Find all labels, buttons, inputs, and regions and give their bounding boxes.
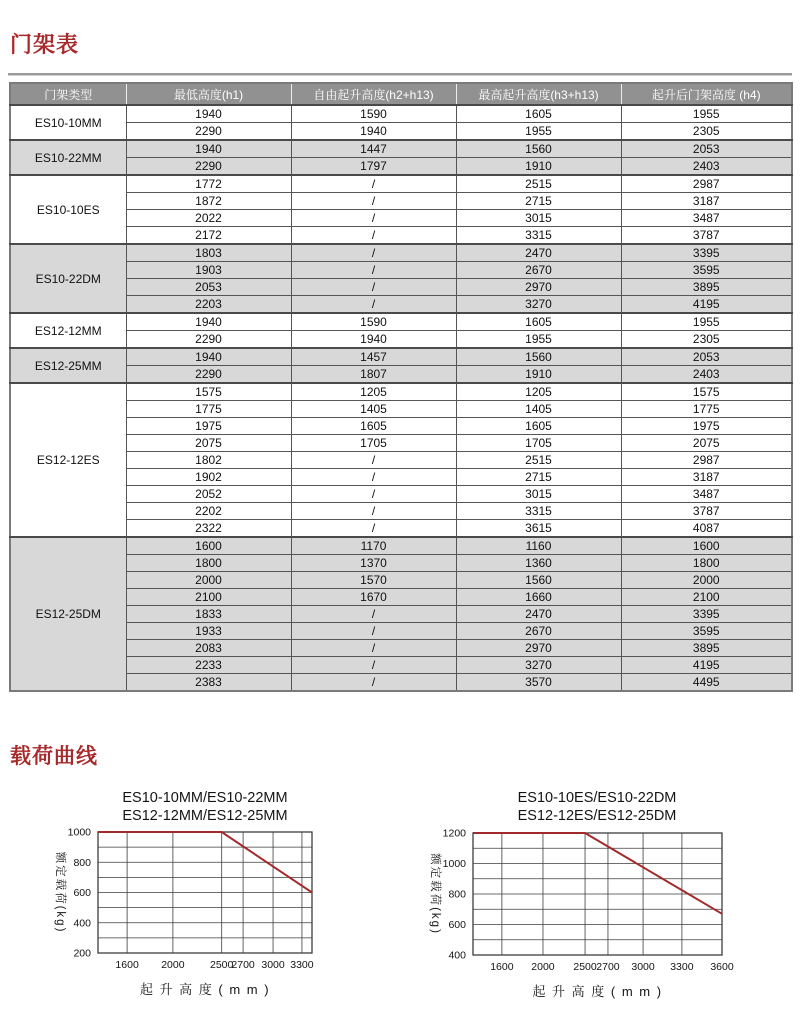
table-cell: /: [291, 193, 456, 210]
x-tick-label: 2000: [161, 959, 185, 971]
table-cell: 1705: [291, 435, 456, 452]
table-cell: 1670: [291, 589, 456, 606]
table-row: [10, 555, 792, 572]
table-cell: 1803: [126, 244, 291, 262]
table-cell: 3787: [621, 227, 792, 245]
table-cell: 1807: [291, 366, 456, 384]
model-group-ES12-12ES: [10, 383, 792, 537]
table-row: [10, 383, 792, 401]
table-cell: 4195: [621, 657, 792, 674]
table-cell: 2075: [126, 435, 291, 452]
table-cell: 1910: [456, 158, 621, 176]
table-cell: 1955: [456, 123, 621, 141]
table-cell: 2383: [126, 674, 291, 692]
table-cell: /: [291, 452, 456, 469]
table-cell: 3015: [456, 210, 621, 227]
table-cell: /: [291, 279, 456, 296]
table-cell: 1590: [291, 313, 456, 331]
table-row: [10, 210, 792, 227]
table-cell: 2322: [126, 520, 291, 538]
table-cell: 1457: [291, 348, 456, 366]
table-row: [10, 158, 792, 176]
table-row: [10, 486, 792, 503]
table-cell: 2203: [126, 296, 291, 314]
table-cell: 1405: [291, 401, 456, 418]
table-cell: 1902: [126, 469, 291, 486]
table-cell: 2970: [456, 640, 621, 657]
model-cell: ES10-22MM: [10, 140, 126, 175]
table-row: [10, 435, 792, 452]
table-cell: 3270: [456, 657, 621, 674]
table-cell: 1933: [126, 623, 291, 640]
table-cell: 1590: [291, 105, 456, 123]
table-cell: 1600: [621, 537, 792, 555]
y-tick-label: 1000: [442, 858, 466, 870]
table-cell: 1940: [291, 331, 456, 349]
table-cell: 2670: [456, 262, 621, 279]
x-tick-label: 2500: [210, 959, 234, 971]
x-tick-label: 3600: [710, 961, 734, 973]
table-cell: 1772: [126, 175, 291, 193]
table-cell: 1560: [456, 348, 621, 366]
table-cell: /: [291, 469, 456, 486]
table-cell: 1910: [456, 366, 621, 384]
y-tick-label: 800: [448, 888, 466, 901]
x-tick-label: 3000: [631, 961, 655, 973]
table-cell: /: [291, 262, 456, 279]
chart-title-line: ES10-10ES/ES10-22DM: [517, 790, 677, 806]
table-row: [10, 401, 792, 418]
table-row: [10, 452, 792, 469]
mast-table-title: 门架表: [10, 32, 80, 57]
table-row: [10, 606, 792, 623]
table-row: [10, 175, 792, 193]
table-cell: 1833: [126, 606, 291, 623]
model-group-ES10-22MM: [10, 140, 792, 175]
table-row: [10, 348, 792, 366]
column-header-1: 最低高度(h1): [126, 83, 291, 105]
table-cell: 3270: [456, 296, 621, 314]
table-cell: 2172: [126, 227, 291, 245]
table-cell: 1575: [126, 383, 291, 401]
model-group-ES12-12MM: [10, 313, 792, 348]
table-cell: 2233: [126, 657, 291, 674]
table-cell: 1605: [291, 418, 456, 435]
table-row: [10, 279, 792, 296]
table-cell: 1160: [456, 537, 621, 555]
y-tick-label: 1000: [67, 826, 91, 839]
table-row: [10, 572, 792, 589]
table-cell: 1975: [621, 418, 792, 435]
table-cell: 1955: [621, 313, 792, 331]
table-cell: /: [291, 657, 456, 674]
table-cell: 2670: [456, 623, 621, 640]
table-cell: 2470: [456, 244, 621, 262]
table-cell: /: [291, 606, 456, 623]
mast-table: [9, 82, 793, 692]
column-header-0: 门架类型: [10, 83, 126, 105]
model-group-ES10-10ES: [10, 175, 792, 244]
table-cell: 1605: [456, 313, 621, 331]
table-row: [10, 623, 792, 640]
table-cell: 2000: [126, 572, 291, 589]
table-row: [10, 227, 792, 245]
table-cell: 2000: [621, 572, 792, 589]
load-curve-title: 载荷曲线: [10, 745, 98, 768]
table-row: [10, 674, 792, 692]
table-row: [10, 331, 792, 349]
table-cell: 1575: [621, 383, 792, 401]
table-cell: 2290: [126, 366, 291, 384]
x-tick-label: 2000: [531, 961, 555, 973]
table-cell: 3487: [621, 210, 792, 227]
table-cell: 2290: [126, 331, 291, 349]
table-row: [10, 503, 792, 520]
table-cell: 3895: [621, 279, 792, 296]
table-cell: 1205: [456, 383, 621, 401]
table-cell: /: [291, 503, 456, 520]
table-cell: /: [291, 296, 456, 314]
table-cell: 1560: [456, 572, 621, 589]
table-cell: 1903: [126, 262, 291, 279]
table-cell: 3395: [621, 606, 792, 623]
table-cell: 2515: [456, 452, 621, 469]
table-cell: /: [291, 520, 456, 538]
table-cell: 1797: [291, 158, 456, 176]
x-axis-title: 起 升 高 度 ( m m ): [139, 982, 271, 997]
x-tick-label: 3300: [290, 959, 314, 971]
table-cell: 2290: [126, 158, 291, 176]
table-cell: /: [291, 640, 456, 657]
table-row: [10, 418, 792, 435]
table-cell: 2290: [126, 123, 291, 141]
table-cell: 1775: [621, 401, 792, 418]
model-cell: ES10-22DM: [10, 244, 126, 313]
table-row: [10, 657, 792, 674]
table-cell: 1170: [291, 537, 456, 555]
table-cell: 1940: [126, 313, 291, 331]
table-cell: 3595: [621, 262, 792, 279]
y-axis-title: 额定载荷(kg): [54, 851, 66, 934]
table-cell: 1940: [291, 123, 456, 141]
table-row: [10, 366, 792, 384]
table-cell: 3615: [456, 520, 621, 538]
table-cell: 1405: [456, 401, 621, 418]
table-cell: 3787: [621, 503, 792, 520]
table-cell: 2100: [126, 589, 291, 606]
table-cell: 3315: [456, 227, 621, 245]
y-tick-label: 1200: [442, 827, 466, 840]
model-group-ES10-10MM: [10, 105, 792, 140]
table-cell: 1940: [126, 105, 291, 123]
table-cell: 1872: [126, 193, 291, 210]
table-cell: 2403: [621, 158, 792, 176]
table-row: [10, 193, 792, 210]
column-header-3: 最高起升高度(h3+h13): [456, 83, 621, 105]
table-cell: 1940: [126, 348, 291, 366]
table-cell: 3187: [621, 193, 792, 210]
model-cell: ES12-25DM: [10, 537, 126, 691]
table-cell: 3395: [621, 244, 792, 262]
table-cell: 3315: [456, 503, 621, 520]
table-row: [10, 262, 792, 279]
y-axis-title: 额定载荷(kg): [429, 853, 441, 935]
table-cell: /: [291, 623, 456, 640]
y-tick-label: 600: [73, 887, 91, 899]
table-cell: 2470: [456, 606, 621, 623]
table-cell: 1600: [126, 537, 291, 555]
x-tick-label: 2700: [231, 959, 255, 971]
table-cell: 1370: [291, 555, 456, 572]
table-row: [10, 640, 792, 657]
table-cell: 2987: [621, 175, 792, 193]
table-cell: 3595: [621, 623, 792, 640]
table-cell: 2053: [126, 279, 291, 296]
model-cell: ES10-10ES: [10, 175, 126, 244]
mast-table-header: [10, 83, 792, 105]
table-cell: 2022: [126, 210, 291, 227]
table-cell: 1955: [621, 105, 792, 123]
model-group-ES12-25MM: [10, 348, 792, 383]
table-cell: /: [291, 674, 456, 692]
x-tick-label: 2500: [573, 961, 597, 973]
table-row: [10, 469, 792, 486]
table-row: [10, 105, 792, 123]
table-cell: 1205: [291, 383, 456, 401]
x-axis-title: 起 升 高 度 ( m m ): [532, 984, 663, 999]
table-cell: 4195: [621, 296, 792, 314]
table-cell: 2075: [621, 435, 792, 452]
table-cell: 1605: [456, 105, 621, 123]
x-tick-label: 3000: [261, 959, 285, 971]
table-cell: 3570: [456, 674, 621, 692]
table-cell: 2053: [621, 348, 792, 366]
table-cell: 1570: [291, 572, 456, 589]
model-group-ES12-25DM: [10, 537, 792, 691]
column-header-4: 起升后门架高度 (h4): [621, 83, 792, 105]
model-group-ES10-22DM: [10, 244, 792, 313]
table-cell: 2715: [456, 193, 621, 210]
table-cell: 2100: [621, 589, 792, 606]
x-tick-label: 1600: [490, 961, 514, 973]
table-cell: 1955: [456, 331, 621, 349]
table-cell: 1705: [456, 435, 621, 452]
y-tick-label: 600: [448, 919, 466, 931]
chart-title-line: ES12-12MM/ES12-25MM: [122, 808, 288, 824]
table-cell: 1800: [621, 555, 792, 572]
table-cell: /: [291, 210, 456, 227]
table-cell: 4495: [621, 674, 792, 692]
table-cell: 2987: [621, 452, 792, 469]
table-cell: 4087: [621, 520, 792, 538]
table-row: [10, 123, 792, 141]
table-cell: 1447: [291, 140, 456, 158]
x-tick-label: 2700: [596, 961, 620, 973]
table-cell: 1360: [456, 555, 621, 572]
table-row: [10, 537, 792, 555]
y-tick-label: 400: [448, 949, 466, 962]
table-cell: /: [291, 486, 456, 503]
x-tick-label: 3300: [670, 961, 694, 973]
y-tick-label: 400: [73, 917, 91, 930]
table-cell: 2305: [621, 331, 792, 349]
table-cell: 2202: [126, 503, 291, 520]
table-cell: 2515: [456, 175, 621, 193]
model-cell: ES10-10MM: [10, 105, 126, 140]
table-cell: 3487: [621, 486, 792, 503]
table-row: [10, 296, 792, 314]
title-divider: [8, 73, 792, 76]
table-row: [10, 520, 792, 538]
table-row: [10, 313, 792, 331]
table-cell: 2403: [621, 366, 792, 384]
table-cell: /: [291, 227, 456, 245]
y-tick-label: 200: [73, 947, 91, 960]
table-cell: 3895: [621, 640, 792, 657]
table-cell: 2053: [621, 140, 792, 158]
load-curve-svg: [40, 783, 370, 1008]
table-cell: 3187: [621, 469, 792, 486]
rated-load-line: [473, 833, 722, 914]
table-row: [10, 140, 792, 158]
table-cell: 2715: [456, 469, 621, 486]
model-cell: ES12-12ES: [10, 383, 126, 537]
table-cell: 2083: [126, 640, 291, 657]
table-cell: 1940: [126, 140, 291, 158]
table-row: [10, 589, 792, 606]
table-cell: 1660: [456, 589, 621, 606]
load-chart-mm-models: [40, 783, 370, 1013]
table-cell: 1560: [456, 140, 621, 158]
table-cell: 2052: [126, 486, 291, 503]
table-row: [10, 244, 792, 262]
model-cell: ES12-12MM: [10, 313, 126, 348]
load-curve-svg: [415, 783, 770, 1008]
table-cell: 1802: [126, 452, 291, 469]
model-cell: ES12-25MM: [10, 348, 126, 383]
chart-title-line: ES10-10MM/ES10-22MM: [122, 790, 288, 806]
table-cell: 1975: [126, 418, 291, 435]
table-cell: /: [291, 244, 456, 262]
load-chart-es-dm-models: [415, 783, 770, 1013]
table-cell: 1800: [126, 555, 291, 572]
x-tick-label: 1600: [115, 959, 139, 971]
table-cell: 3015: [456, 486, 621, 503]
y-tick-label: 800: [73, 856, 91, 869]
chart-title-line: ES12-12ES/ES12-25DM: [517, 808, 677, 824]
table-cell: 2305: [621, 123, 792, 141]
table-cell: 2970: [456, 279, 621, 296]
column-header-2: 自由起升高度(h2+h13): [291, 83, 456, 105]
table-cell: /: [291, 175, 456, 193]
table-cell: 1605: [456, 418, 621, 435]
table-cell: 1775: [126, 401, 291, 418]
